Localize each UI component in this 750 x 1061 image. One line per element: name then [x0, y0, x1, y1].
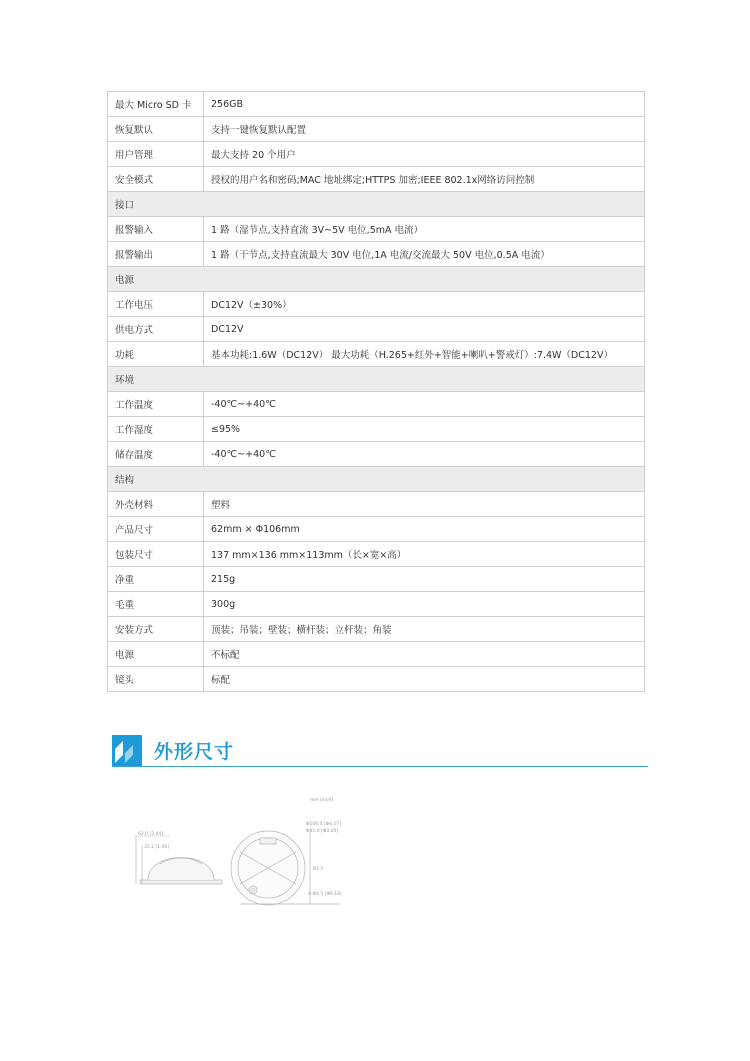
spec-row — [108, 242, 645, 267]
spec-key: 用户管理 — [108, 142, 204, 167]
spec-key: 功耗 — [108, 342, 204, 367]
spec-value: 基本功耗:1.6W（DC12V） 最大功耗（H.265+红外+智能+喇叭+警戒灯）:7.4W（DC12V） — [204, 342, 645, 367]
spec-key: 包装尺寸 — [108, 542, 204, 567]
spec-value: 授权的用户名和密码;MAC 地址绑定;HTTPS 加密;IEEE 802.1x网络访问控制 — [204, 167, 645, 192]
spec-key: 供电方式 — [108, 317, 204, 342]
spec-row — [108, 567, 645, 592]
spec-row — [108, 592, 645, 617]
spec-section-label: 电源 — [108, 267, 645, 292]
diameter-outer-label: Φ106.0 [Φ4.17] — [306, 822, 341, 827]
section-divider — [112, 766, 648, 767]
spec-row — [108, 542, 645, 567]
spec-key: 工作温度 — [108, 392, 204, 417]
diameter-inner-label: Φ81.0 [Φ3.20] — [306, 829, 339, 834]
height-inner-label: 35.2 [1.40] — [144, 845, 169, 850]
spec-key: 报警输入 — [108, 217, 204, 242]
height-outer-label: 62.0 [2.44] — [138, 832, 163, 837]
spec-key: 电源 — [108, 642, 204, 667]
section-title: 外形尺寸 — [154, 741, 235, 763]
spec-value: 256GB — [204, 92, 645, 117]
spec-table-body — [108, 92, 645, 692]
spec-value: DC12V — [204, 317, 645, 342]
spec-table — [107, 91, 645, 692]
spec-row — [108, 92, 645, 117]
spec-key: 安装方式 — [108, 617, 204, 642]
spec-row — [108, 292, 645, 317]
spec-section-row — [108, 367, 645, 392]
spec-value: -40℃~+40℃ — [204, 392, 645, 417]
spec-key: 工作电压 — [108, 292, 204, 317]
section-header-logo-icon — [112, 735, 142, 766]
spec-row — [108, 492, 645, 517]
side-view — [134, 836, 222, 884]
spec-key: 恢复默认 — [108, 117, 204, 142]
spec-row — [108, 317, 645, 342]
spec-value: DC12V（±30%） — [204, 292, 645, 317]
spec-value: -40℃~+40℃ — [204, 442, 645, 467]
spec-key: 镜头 — [108, 667, 204, 692]
spec-key: 储存温度 — [108, 442, 204, 467]
spec-row — [108, 442, 645, 467]
spec-key: 产品尺寸 — [108, 517, 204, 542]
spec-row — [108, 617, 645, 642]
spec-section-row — [108, 267, 645, 292]
spec-row — [108, 417, 645, 442]
spec-key: 安全模式 — [108, 167, 204, 192]
spec-value: 标配 — [204, 667, 645, 692]
spec-value: 1 路（干节点,支持直流最大 30V 电位,1A 电流/交流最大 50V 电位,0.5A 电流） — [204, 242, 645, 267]
spec-row — [108, 142, 645, 167]
spec-key: 外壳材料 — [108, 492, 204, 517]
product-dimension-drawing — [130, 792, 360, 908]
spec-key: 毛重 — [108, 592, 204, 617]
spec-row — [108, 517, 645, 542]
spec-row — [108, 117, 645, 142]
spec-key: 报警输出 — [108, 242, 204, 267]
spec-value: ≤95% — [204, 417, 645, 442]
spec-value: 不标配 — [204, 642, 645, 667]
spec-value: 215g — [204, 567, 645, 592]
spec-value: 支持一键恢复默认配置 — [204, 117, 645, 142]
spec-section-row — [108, 192, 645, 217]
spec-section-row — [108, 467, 645, 492]
spec-section-label: 环境 — [108, 367, 645, 392]
spec-value: 300g — [204, 592, 645, 617]
spec-row — [108, 642, 645, 667]
spec-row — [108, 167, 645, 192]
spec-value: 塑料 — [204, 492, 645, 517]
spec-value: 1 路（湿节点,支持直流 3V~5V 电位,5mA 电流） — [204, 217, 645, 242]
spec-value: 顶装；吊装；壁装；横杆装；立杆装；角装 — [204, 617, 645, 642]
spec-section-label: 结构 — [108, 467, 645, 492]
dimensions-section-header — [112, 735, 648, 767]
spec-row — [108, 217, 645, 242]
unit-label: mm [inch] — [310, 798, 334, 803]
spec-row — [108, 342, 645, 367]
spec-section-label: 接口 — [108, 192, 645, 217]
spec-value: 62mm × Φ106mm — [204, 517, 645, 542]
spec-key: 最大 Micro SD 卡 — [108, 92, 204, 117]
side-dimension-label: 83.7 — [313, 867, 324, 872]
spec-row — [108, 392, 645, 417]
spec-key: 净重 — [108, 567, 204, 592]
base-dimension-label: 4-Φ4.5 [Φ0.18] — [308, 892, 342, 897]
spec-key: 工作湿度 — [108, 417, 204, 442]
spec-value: 137 mm×136 mm×113mm（长×宽×高） — [204, 542, 645, 567]
spec-value: 最大支持 20 个用户 — [204, 142, 645, 167]
spec-row — [108, 667, 645, 692]
